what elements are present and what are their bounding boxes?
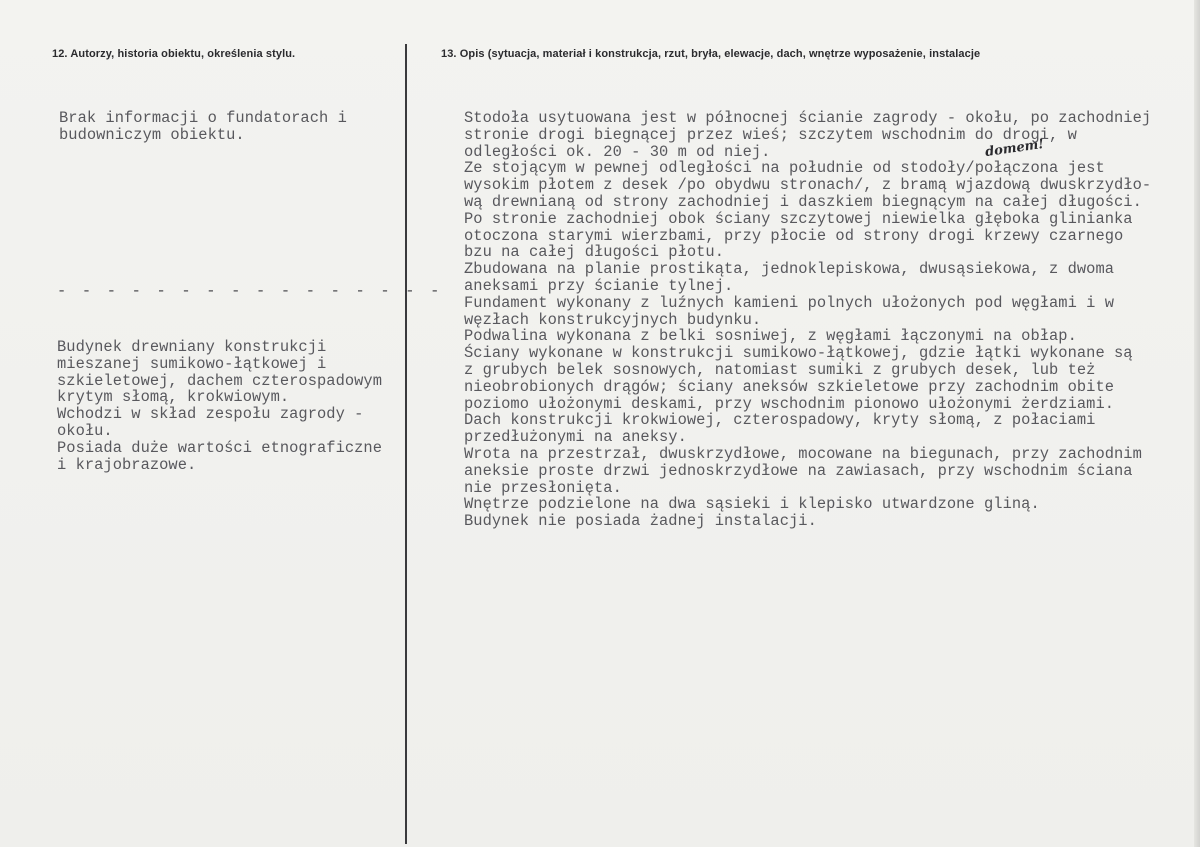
card-edge xyxy=(1194,0,1200,847)
section-12-heading: 12. Autorzy, historia obiektu, określenia stylu. xyxy=(52,48,296,60)
authors-text: Brak informacji o fundatorach i budowniczym obiektu. xyxy=(59,109,347,144)
dashed-separator: - - - - - - - - - - - - - - - - xyxy=(57,282,443,300)
style-text: Budynek drewniany konstrukcji mieszanej sumikowo-łątkowej i szkieletowej, dachem czterospadowym krytym słomą, krokwiowym. Wchodzi w skład zespołu zagrody - okołu. Posiada duże wartości etnograficzne i krajobrazowe. xyxy=(57,338,383,474)
handwritten-note: domem! xyxy=(984,136,1046,161)
column-divider xyxy=(405,44,407,844)
section-13-heading: 13. Opis (sytuacja, materiał i konstrukcja, rzut, bryła, elewacje, dach, wnętrze wyposażenie, instalacje xyxy=(441,48,981,60)
description-text: Stodoła usytuowana jest w północnej ścianie zagrody - okołu, po zachodniej stronie drogi biegnącej przez wieś; szczytem wschodnim do drogi, w odległości ok. 20 - 30 m od niej. Ze stojącym w pewnej odległości na południe od stodoły/połączona jest wysokim płotem z desek /po obydwu stronach/, z bramą wjazdową dwuskrzydło- wą drewnianą od strony zachodniej i daszkiem biegnącym na całej długości. Po stronie zachodniej obok ściany szczytowej niewielka głęboka glinianka otoczona starymi wierzbami, przy płocie od strony drogi krzewy czarnego bzu na całej długości płotu. Zbudowana na planie prostikąta, jednoklepiskowa, dwusąsiekowa, z dwoma aneksami przy ścianie tylnej. Fundament wykonany z luźnych kamieni polnych ułożonych pod węgłami i w węzłach konstrukcyjnych budynku. Podwalina wykonana z belki sosniwej, z węgłami łączonymi na obłap. Ściany wykonane w konstrukcji sumikowo-łątkowej, gdzie łątki wykonane są z grubych belek sosnowych, natomiast sumiki z grubych desek, lub też nieobrobionych drągów; ściany aneksów szkieletowe przy zachodnim obite poziomo ułożonymi deskami, przy wschodnim pionowo ułożonymi żerdziami. Dach konstrukcji krokwiowej, czterospadowy, kryty słomą, z połaciami przedłużonymi na aneksy. Wrota na przestrzał, dwuskrzydłowe, mocowane na biegunach, przy zachodnim aneksie proste drzwi jednoskrzydłowe na zawiasach, przy wschodnim ściana nie przesłonięta. Wnętrze podzielone na dwa sąsieki i klepisko utwardzone gliną. Budynek nie posiada żadnej instalacji. xyxy=(464,109,1152,531)
